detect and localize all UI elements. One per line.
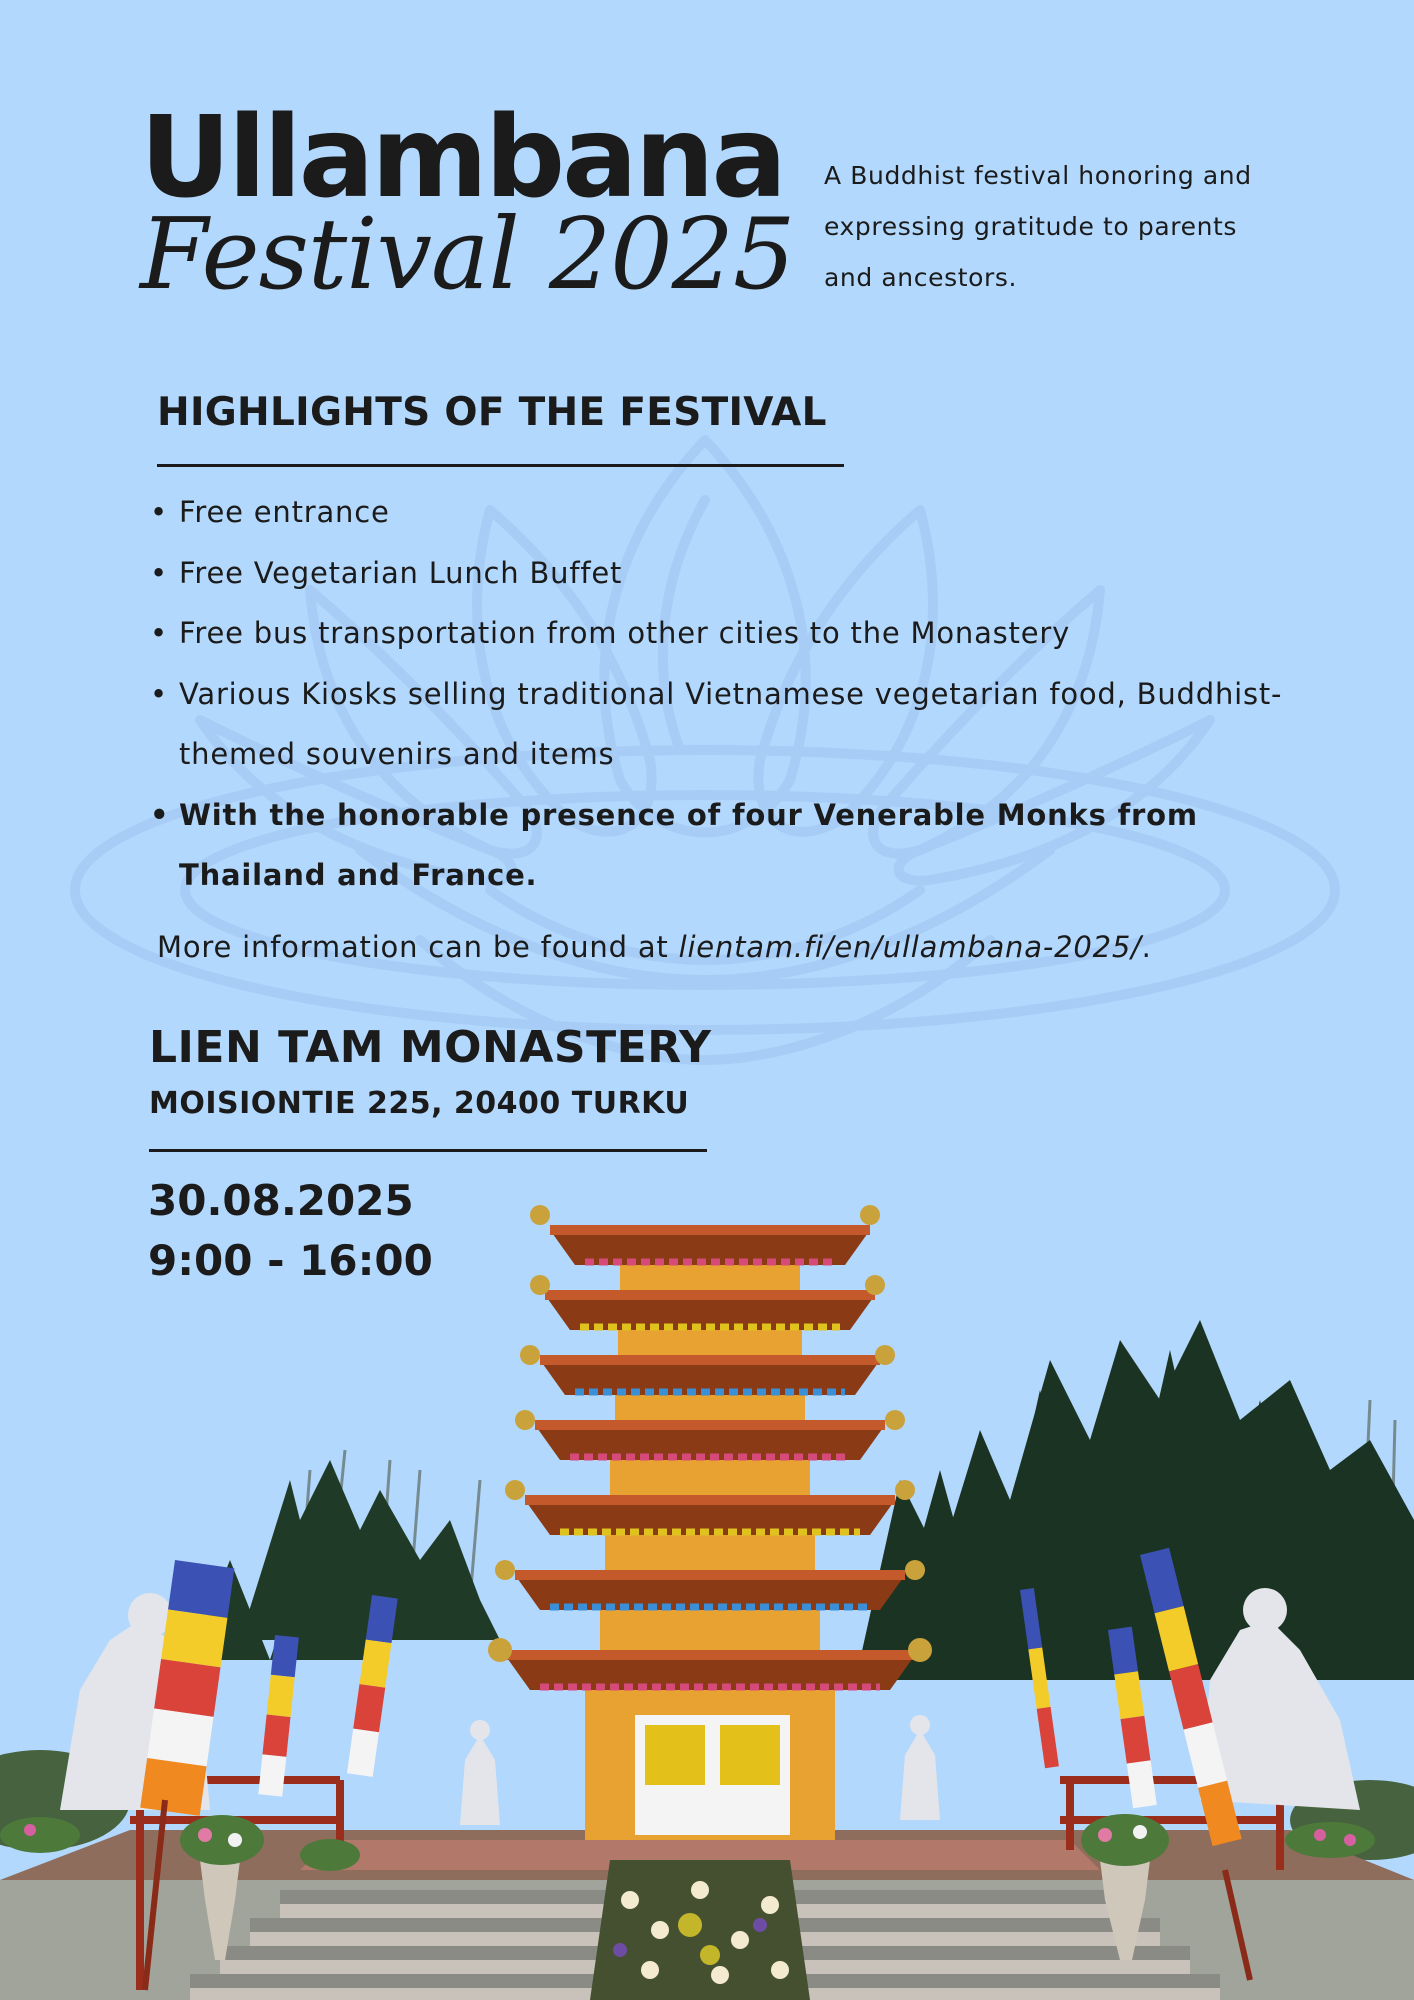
highlights-heading: HIGHLIGHTS OF THE FESTIVAL — [157, 390, 827, 435]
venue-divider — [149, 1149, 707, 1152]
list-item-text: Various Kiosks selling traditional Vietnamese vegetarian food, Buddhist-themed souvenirs and items — [179, 676, 1283, 771]
list-item — [150, 664, 1300, 785]
list-item — [150, 603, 1300, 664]
bullet-icon: • — [150, 616, 168, 650]
event-date: 30.08.2025 — [148, 1176, 414, 1225]
bullet-icon: • — [150, 495, 168, 529]
venue-address: MOISIONTIE 225, 20400 TURKU — [149, 1086, 690, 1121]
event-time: 9:00 - 16:00 — [148, 1236, 433, 1285]
list-item — [150, 543, 1300, 604]
list-item-text: With the honorable presence of four Venerable Monks from Thailand and France. — [179, 797, 1198, 892]
list-item — [150, 785, 1300, 906]
heading-divider — [157, 464, 844, 467]
more-info-text — [157, 922, 1152, 972]
bullet-icon: • — [150, 676, 168, 711]
highlights-list — [150, 482, 1300, 906]
tagline: A Buddhist festival honoring and expressing gratitude to parents and ancestors. — [824, 161, 1252, 292]
list-item-text: Free Vegetarian Lunch Buffet — [179, 555, 623, 590]
venue-name: LIEN TAM MONASTERY — [149, 1022, 712, 1073]
list-item — [150, 482, 1300, 543]
title-subtitle: Festival 2025 — [140, 198, 795, 312]
list-item-text: Free entrance — [179, 495, 390, 529]
title-main: Ullambana — [140, 93, 785, 223]
list-item-text: Free bus transportation from other cities to the Monastery — [179, 616, 1071, 650]
bullet-icon: • — [150, 555, 168, 590]
pagoda-photo — [0, 1176, 1414, 2000]
more-info-suffix: . — [1141, 930, 1152, 964]
bullet-icon: • — [150, 797, 170, 832]
more-info-prefix: More information can be found at — [157, 930, 679, 964]
more-info-link[interactable]: lientam.fi/en/ullambana-2025/ — [678, 930, 1142, 964]
